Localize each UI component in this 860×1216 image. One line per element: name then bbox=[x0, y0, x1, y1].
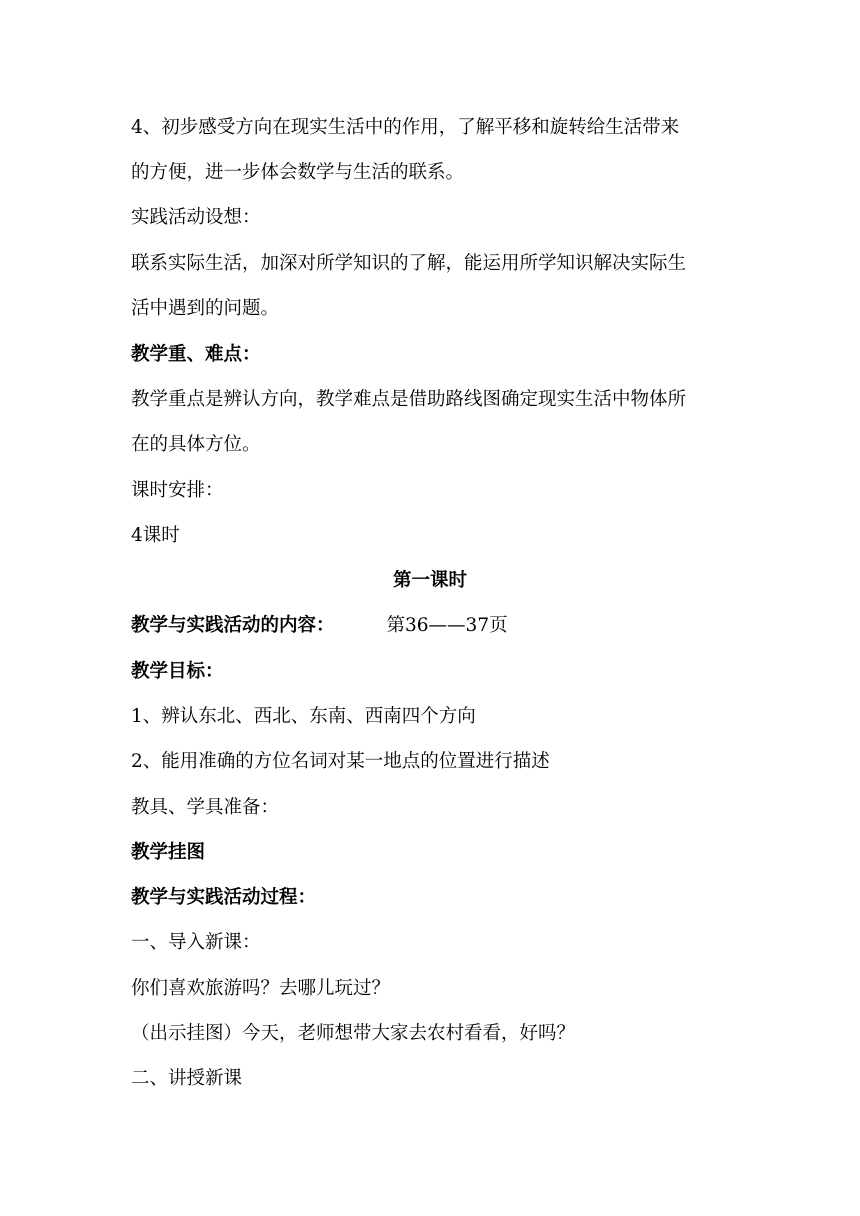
activity-design-line-1: 联系实际生活，加深对所学知识的了解，能运用所学知识解决实际生 bbox=[131, 253, 687, 274]
activity-design-heading: 实践活动设想： bbox=[131, 207, 261, 228]
section-1-line-2: （出示挂图）今天，老师想带大家去农村看看，好吗？ bbox=[131, 1023, 576, 1044]
content-line bbox=[131, 614, 731, 638]
materials-value: 教学挂图 bbox=[131, 842, 206, 863]
objective-2: 2、能用准确的方位名词对某一地点的位置进行描述 bbox=[131, 751, 550, 772]
activity-design-line-2: 活中遇到的问题。 bbox=[131, 298, 280, 319]
objectives-heading: 教学目标： bbox=[131, 661, 224, 682]
section-2-heading: 二、讲授新课 bbox=[131, 1068, 243, 1089]
schedule-value: 4课时 bbox=[131, 525, 180, 546]
section-1-line-1: 你们喜欢旅游吗？去哪儿玩过？ bbox=[131, 978, 391, 999]
materials-heading: 教具、学具准备： bbox=[131, 797, 280, 818]
section-1-heading: 一、导入新课： bbox=[131, 932, 261, 953]
content-pages: 第36——37页 bbox=[386, 615, 508, 636]
key-points-line-2: 在的具体方位。 bbox=[131, 434, 261, 455]
key-points-heading: 教学重、难点： bbox=[131, 344, 261, 365]
key-points-line-1: 教学重点是辨认方向，教学难点是借助路线图确定现实生活中物体所 bbox=[131, 389, 687, 410]
objective-1: 1、辨认东北、西北、东南、西南四个方向 bbox=[131, 706, 476, 727]
content-label: 教学与实践活动的内容： bbox=[131, 615, 335, 636]
goal-4-line-1: 4、初步感受方向在现实生活中的作用，了解平移和旋转给生活带来 bbox=[131, 117, 680, 138]
schedule-heading: 课时安排： bbox=[131, 480, 224, 501]
goal-4-line-2: 的方便，进一步体会数学与生活的联系。 bbox=[131, 162, 465, 183]
lesson-title: 第一课时 bbox=[392, 570, 467, 591]
process-heading: 教学与实践活动过程： bbox=[131, 887, 317, 908]
